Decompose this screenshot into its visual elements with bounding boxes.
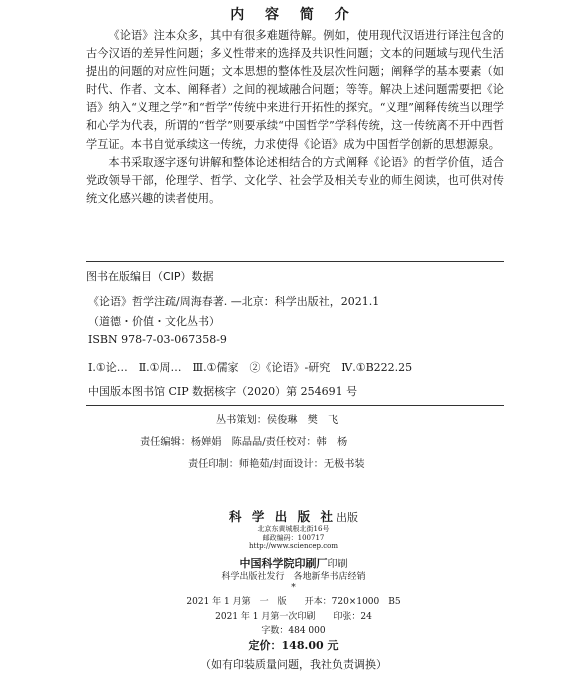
intro-paragraph-2: 本书采取逐字逐句讲解和整体论述相结合的方式阐释《论语》的哲学价值，适合党政领导干部，伦理学、哲学、文化学、社会学及相关专业的师生阅读，也可供对传统文化感兴趣的读者使用。 bbox=[86, 155, 504, 205]
responsible-printing: 责任印制：师艳茹/封面设计：无极书装 bbox=[188, 459, 365, 470]
introduction bbox=[86, 27, 504, 208]
divider-bottom bbox=[86, 405, 504, 406]
publisher-postcode: 邮政编码：100717 bbox=[262, 534, 325, 542]
cip-heading: 图书在版编目（CIP）数据 bbox=[86, 270, 214, 283]
publisher-logo-text: 科 学 出 版 社 bbox=[229, 509, 336, 524]
cip-subjects: Ⅰ.①论… Ⅱ.①周… Ⅲ.①儒家 ②《论语》-研究 Ⅳ.①B222.25 bbox=[88, 361, 413, 374]
divider-top bbox=[86, 261, 504, 262]
separator-star: * bbox=[291, 583, 296, 593]
credits-block bbox=[0, 409, 587, 469]
printer-name: 中国科学院印刷厂 bbox=[239, 557, 328, 570]
cip-series: （道德・价值・文化丛书） bbox=[88, 315, 220, 328]
distribution: 科学出版社发行 各地新华书店经销 bbox=[221, 572, 366, 582]
cip-entry: 《论语》哲学注疏/周海春著. —北京：科学出版社，2021.1 bbox=[88, 295, 380, 308]
intro-paragraph-1: 《论语》注本众多，其中有很多难题待解。例如，使用现代汉语进行译注包含的古今汉语的差异性问题；多义性带来的选择及共识性问题；文本的问题域与现代生活提出的问题的对应性问题；文本思想的整体性及层次性问题；阐释学的基本要素（如时代、作者、文本、阐释者）之间的视域融合问题；等等。解决上述问题需要把《论语》纳入“义理之学”和“哲学”传统中来进行开拓性的探究。“义理”阐释传统当以理学和心学为代表，所谓的“哲学”则要承续“中国哲学”学科传统，这一传统离不开中西哲学互证。本书自觉承续这一传统，力求使得《论语》成为中国哲学创新的思想源泉。 bbox=[86, 29, 504, 151]
printer-suffix: 印刷 bbox=[327, 559, 348, 570]
cip-block bbox=[86, 263, 504, 398]
publisher-suffix: 出版 bbox=[335, 511, 358, 524]
cip-record: 中国版本图书馆 CIP 数据核字（2020）第 254691 号 bbox=[88, 385, 358, 398]
cip-isbn: ISBN 978-7-03-067358-9 bbox=[88, 333, 227, 346]
publisher-url: http://www.sciencep.com bbox=[248, 542, 338, 550]
series-planning: 丛书策划：侯俊琳 樊 飞 bbox=[216, 415, 339, 426]
publisher-address: 北京东黄城根北街16号 bbox=[257, 525, 330, 533]
publisher-line bbox=[0, 506, 587, 525]
page-title: 内 容 简 介 bbox=[230, 7, 357, 23]
edition-info: 2021 年 1 月第 一 版 开本：720×1000 B5 bbox=[186, 597, 401, 607]
print-run-info: 2021 年 1 月第一次印刷 印张：24 bbox=[215, 612, 372, 622]
word-count: 字数：484 000 bbox=[261, 626, 326, 636]
price: 定价：148.00 元 bbox=[248, 639, 339, 652]
quality-notice: （如有印装质量问题，我社负责调换） bbox=[200, 658, 387, 671]
publisher-block bbox=[0, 506, 587, 690]
responsible-editors: 责任编辑：杨婵娟 陈晶晶/责任校对：韩 杨 bbox=[140, 437, 348, 448]
